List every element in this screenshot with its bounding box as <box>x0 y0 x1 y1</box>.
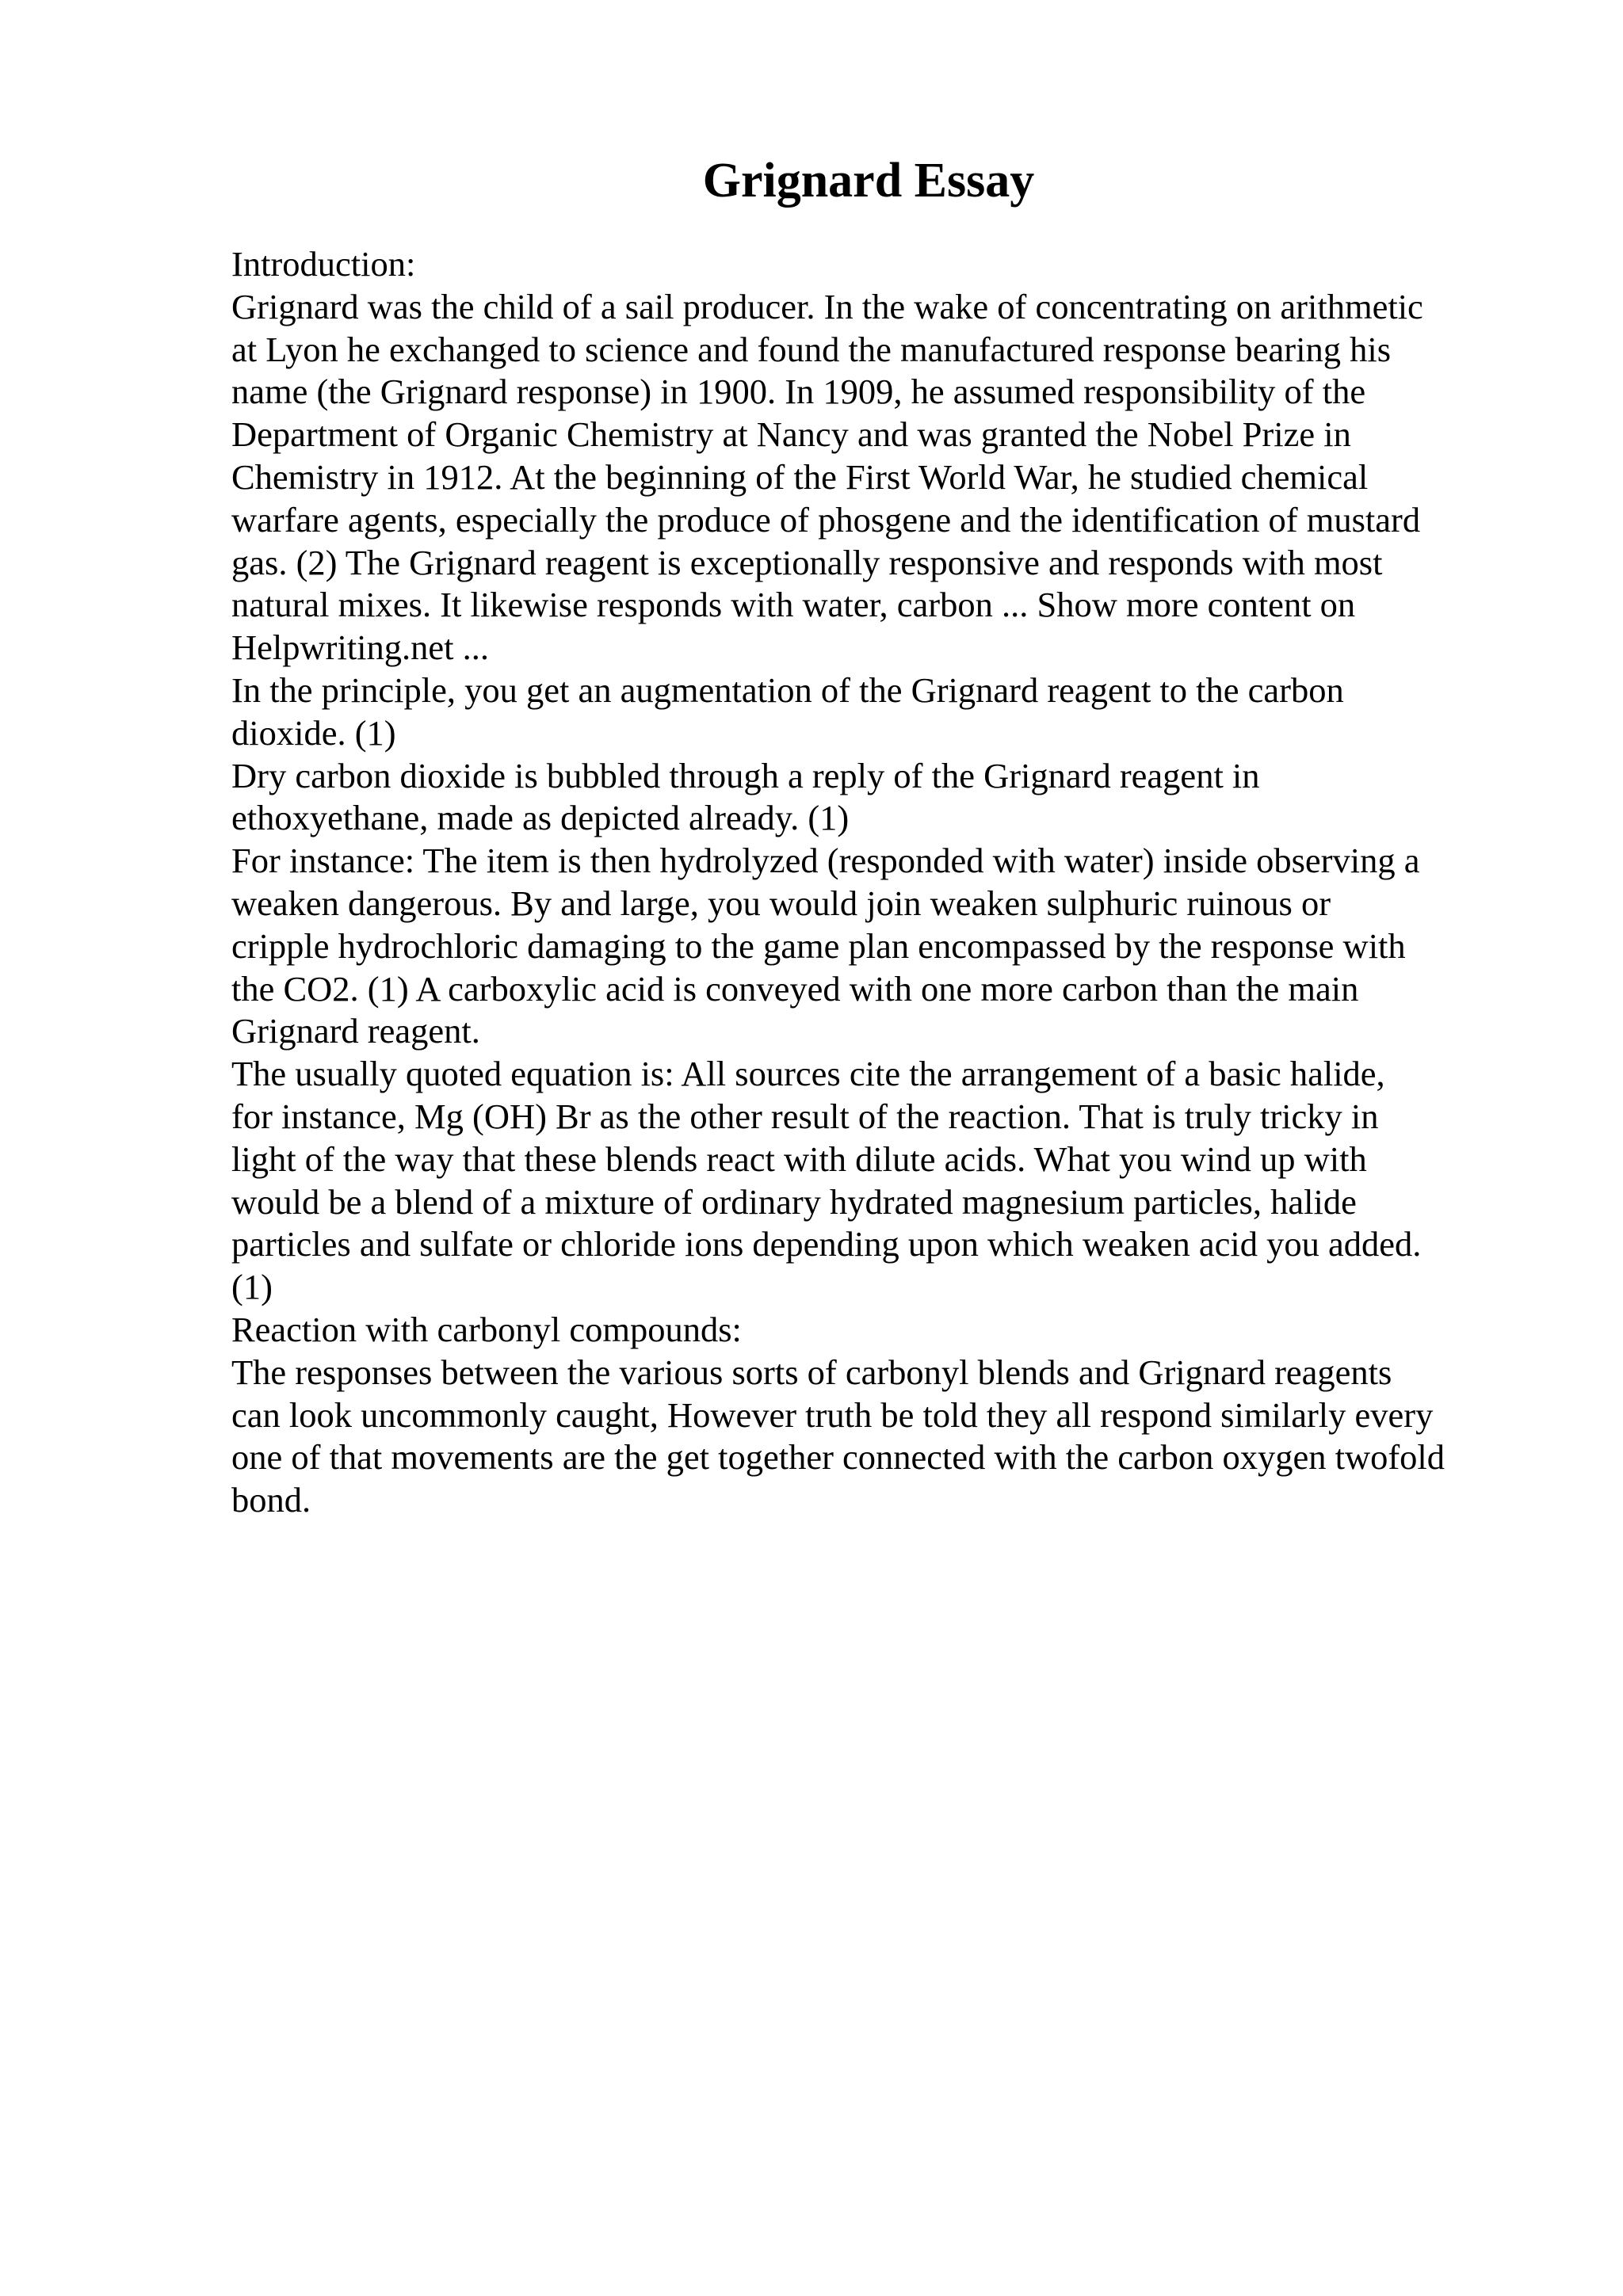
text-line: warfare agents, especially the produce of phosgene and the identification of mustard <box>231 499 1421 540</box>
text-line: For instance: The item is then hydrolyzed (responded with water) inside observing a <box>231 841 1420 881</box>
text-line: the CO2. (1) A carboxylic acid is conveyed with one more carbon than the main <box>231 968 1359 1009</box>
text-line: The usually quoted equation is: All sources cite the arrangement of a basic halide, <box>231 1054 1385 1094</box>
text-line: at Lyon he exchanged to science and found the manufactured response bearing his <box>231 329 1392 369</box>
text-line: bond. <box>231 1480 311 1520</box>
text-line: for instance, Mg (OH) Br as the other result of the reaction. That is truly tricky in <box>231 1096 1379 1136</box>
text-line: dioxide. (1) <box>231 712 396 753</box>
text-line: Introduction: <box>231 244 416 284</box>
document-title: Grignard Essay <box>702 154 1035 208</box>
text-line: Grignard reagent. <box>231 1011 480 1051</box>
text-line: weaken dangerous. By and large, you would join weaken sulphuric ruinous or <box>231 883 1331 923</box>
text-line: Reaction with carbonyl compounds: <box>231 1309 742 1349</box>
text-line: Helpwriting.net ... <box>231 627 490 668</box>
text-line: Grignard was the child of a sail producer. In the wake of concentrating on arithmetic <box>231 286 1423 326</box>
document-body <box>231 243 1515 1522</box>
text-line: natural mixes. It likewise responds with water, carbon ... Show more content on <box>231 585 1356 625</box>
text-line: light of the way that these blends react with dilute acids. What you wind up with <box>231 1138 1367 1179</box>
text-line: Department of Organic Chemistry at Nancy and was granted the Nobel Prize in <box>231 414 1351 455</box>
text-line: name (the Grignard response) in 1900. In 1909, he assumed responsibility of the <box>231 372 1366 412</box>
text-line: In the principle, you get an augmentation of the Grignard reagent to the carbon <box>231 669 1344 710</box>
text-line: Dry carbon dioxide is bubbled through a reply of the Grignard reagent in <box>231 755 1260 795</box>
text-line: The responses between the various sorts of carbonyl blends and Grignard reagents <box>231 1352 1392 1392</box>
text-line: particles and sulfate or chloride ions depending upon which weaken acid you added. <box>231 1224 1422 1264</box>
text-line: one of that movements are the get together connected with the carbon oxygen twofold <box>231 1437 1445 1478</box>
text-line: cripple hydrochloric damaging to the game plan encompassed by the response with <box>231 925 1406 966</box>
text-line: ethoxyethane, made as depicted already. (1) <box>231 798 850 838</box>
text-line: (1) <box>231 1267 273 1307</box>
text-line: can look uncommonly caught, However truth be told they all respond similarly every <box>231 1394 1434 1435</box>
text-line: gas. (2) The Grignard reagent is exceptionally responsive and responds with most <box>231 542 1383 582</box>
text-line: Chemistry in 1912. At the beginning of the First World War, he studied chemical <box>231 456 1369 497</box>
text-line: would be a blend of a mixture of ordinary hydrated magnesium particles, halide <box>231 1181 1357 1222</box>
